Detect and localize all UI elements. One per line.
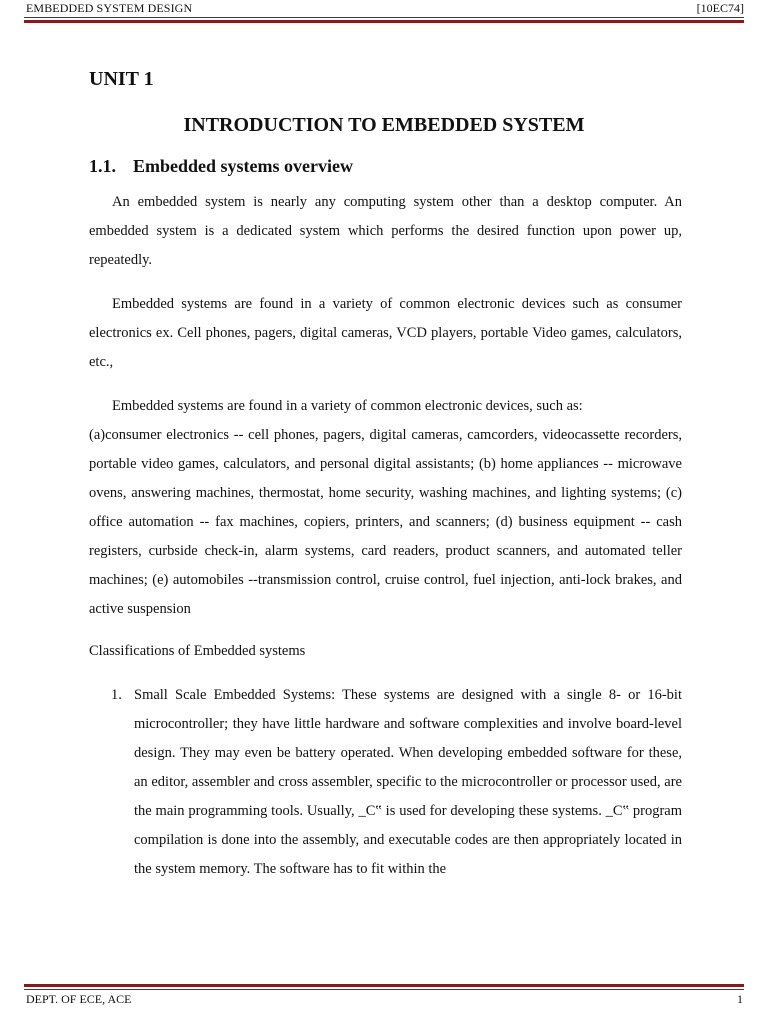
header-rule-thin [24,17,744,18]
section-heading [89,156,353,177]
chapter-title: INTRODUCTION TO EMBEDDED SYSTEM [183,114,585,136]
paragraph-examples: Embedded systems are found in a variety of common electronic devices such as consumer electronics ex. Cell phones, pagers, digital cameras, VCD players, portable Video games, calculators, etc., [89,296,682,370]
paragraph-definition: An embedded system is nearly any computing system other than a desktop computer. An embedded system is a dedicated system which performs the desired function upon power up, repeatedly. [89,194,682,268]
section-number: 1.1. [89,156,116,176]
footer-rule-thick [24,984,744,987]
list-item-marker: 1. [111,687,122,703]
paragraph-devices-intro: Embedded systems are found in a variety of common electronic devices, such as: [112,398,583,414]
footer-rule-thin [24,989,744,990]
section-title: Embedded systems overview [133,156,353,176]
unit-heading: UNIT 1 [89,68,154,90]
header-rule-thick [24,20,744,23]
paragraph-device-list: (a)consumer electronics -- cell phones, pagers, digital cameras, camcorders, videocassette recorders, portable video games, calculators, and personal digital assistants; (b) home appliances -- microwave ovens, answering machines, thermostat, home security, washing machines, and lighting systems; (c) office automation -- fax machines, copiers, printers, and scanners; (d) business equipment -- cash registers, curbside check-in, alarm systems, card readers, product scanners, and automated teller machines; (e) automobiles --transmission control, cruise control, fuel injection, anti-lock brakes, and active suspension [89,427,682,617]
footer-department: DEPT. OF ECE, ACE [26,992,132,1006]
header-title: EMBEDDED SYSTEM DESIGN [26,1,193,15]
list-item [111,681,682,884]
header-course-code: [10EC74] [696,1,744,15]
paragraph-classifications: Classifications of Embedded systems [89,643,306,659]
page-number: 1 [737,992,743,1006]
list-item-text: Small Scale Embedded Systems: These systems are designed with a single 8- or 16-bit microcontroller; they have little hardware and software complexities and involve board-level design. They may even be battery operated. When developing embedded software for these, an editor, assembler and cross assembler, specific to the microcontroller or processor used, are the main programming tools. Usually, _C‟ is used for developing these systems. _C‟ program compilation is done into the assembly, and executable codes are then appropriately located in the system memory. The software has to fit within the [134,687,682,877]
